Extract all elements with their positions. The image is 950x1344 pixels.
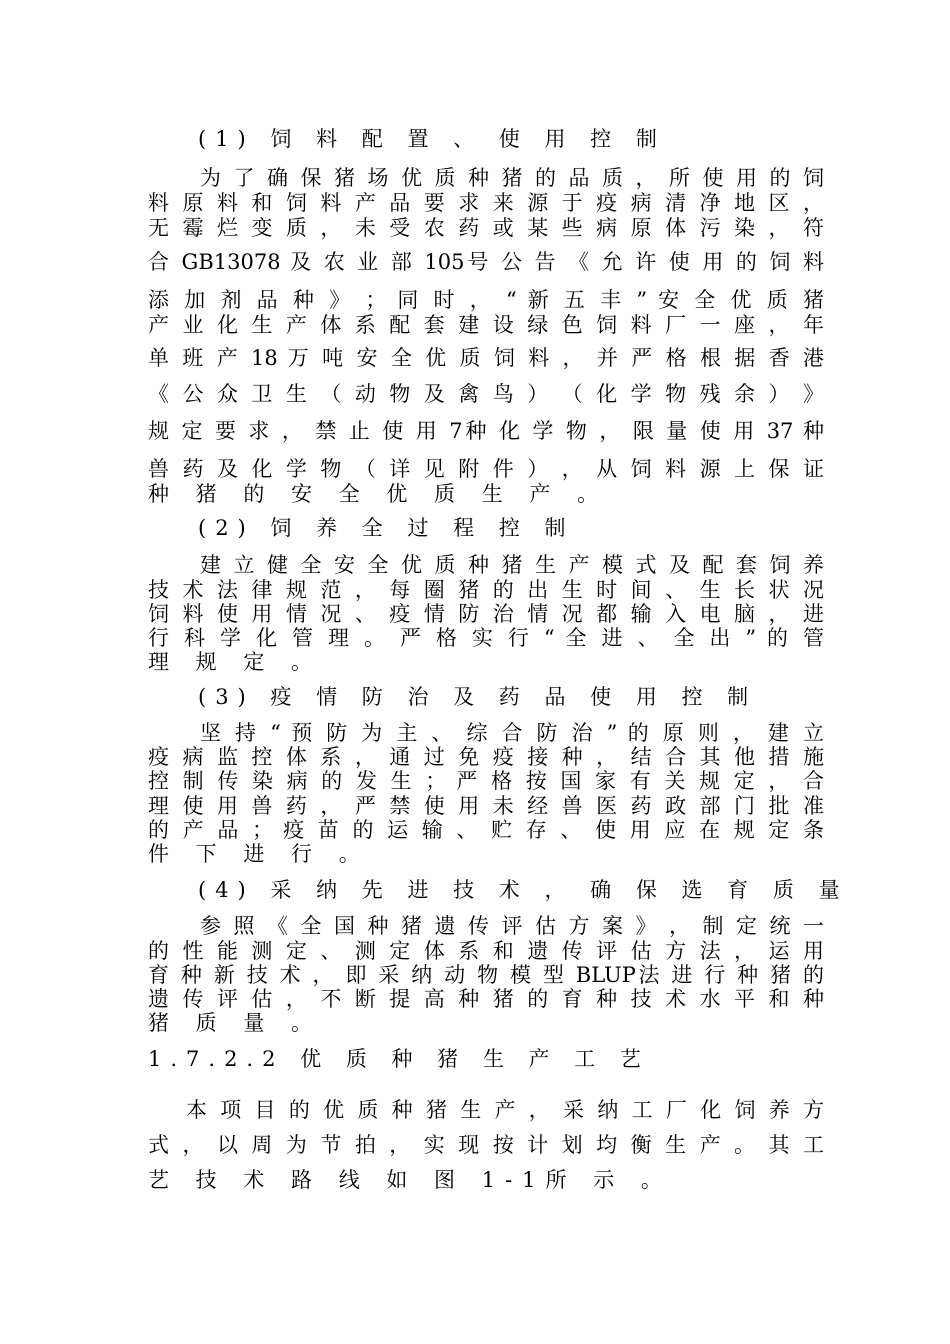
section-heading-4: (4) 采 纳 先 进 技 术 ， 确 保 选 育 质 量 [198,878,849,902]
paragraph-line: 控 制 传 染 病 的 发 生 ； 严 格 按 国 家 有 关 规 定 ， 合 [148,769,824,793]
paragraph-line: 猪 质 量 。 [148,1011,323,1035]
paragraph-line: 参 照 《 全 国 种 猪 遗 传 评 估 方 案 》 ， 制 定 统 一 [200,914,824,938]
paragraph-line: 的 产 品 ； 疫 苗 的 运 输 、 贮 存 、 使 用 应 在 规 定 条 [148,818,824,842]
paragraph-line: 坚 持 “ 预 防 为 主 、 综 合 防 治 ” 的 原 则 ， 建 立 [200,721,824,745]
paragraph-line: 件 下 进 行 。 [148,842,370,866]
paragraph-line: 饲 料 使 用 情 况 、 疫 情 防 治 情 况 都 输 入 电 脑 ， 进 [148,602,824,626]
paragraph-line: 理 使 用 兽 药 ， 严 禁 使 用 未 经 兽 医 药 政 部 门 批 准 [148,794,824,818]
paragraph-line: 规 定 要 求 ， 禁 止 使 用 7种 化 学 物 ， 限 量 使 用 37 种 [148,419,824,443]
paragraph-line: 育 种 新 技 术 ， 即 采 纳 动 物 模 型 BLUP法 进 行 种 猪 的 [148,963,824,987]
paragraph-line: 技 术 法 律 规 范 ， 每 圈 猪 的 出 生 时 间 、 生 长 状 况 [148,578,824,602]
paragraph-line: 单 班 产 18 万 吨 安 全 优 质 饲 料 ， 并 严 格 根 据 香 港 [148,346,824,370]
paragraph-line: 疫 病 监 控 体 系 ， 通 过 免 疫 接 种 ， 结 合 其 他 措 施 [148,745,824,769]
subsection-title: 1.7.2.2 优 质 种 猪 生 产 工 艺 [148,1047,650,1071]
paragraph-line: 添 加 剂 品 种 》 ； 同 时 ， “ 新 五 丰 ” 安 全 优 质 猪 [148,288,824,312]
section-heading-1: (1) 饲 料 配 置 、 使 用 控 制 [198,127,666,151]
paragraph-line: 兽 药 及 化 学 物 （ 详 见 附 件 ） ， 从 饲 料 源 上 保 证 [148,457,824,481]
paragraph-line: 式 ， 以 周 为 节 拍 ， 实 现 按 计 划 均 衡 生 产 。 其 工 [148,1133,824,1157]
section-heading-2: (2) 饲 养 全 过 程 控 制 [198,516,575,540]
paragraph-line: 理 规 定 。 [148,650,323,674]
paragraph-line: 种 猪 的 安 全 优 质 生 产 。 [148,482,609,506]
section-heading-3: (3) 疫 情 防 治 及 药 品 使 用 控 制 [198,685,758,709]
paragraph-line: 建 立 健 全 安 全 优 质 种 猪 生 产 模 式 及 配 套 饲 养 [200,553,824,577]
paragraph-line: 合 GB13078 及 农 业 部 105号 公 告 《 允 许 使 用 的 饲 料 [148,250,824,274]
paragraph-line: 的 性 能 测 定 、 测 定 体 系 和 遗 传 评 估 方 法 ， 运 用 [148,939,824,963]
paragraph-line: 遗 传 评 估 ， 不 断 提 高 种 猪 的 育 种 技 术 水 平 和 种 [148,987,824,1011]
paragraph-line: 产 业 化 生 产 体 系 配 套 建 设 绿 色 饲 料 厂 一 座 ， 年 [148,313,824,337]
paragraph-line: 为 了 确 保 猪 场 优 质 种 猪 的 品 质 ， 所 使 用 的 饲 [200,166,824,190]
paragraph-line: 料 原 料 和 饲 料 产 品 要 求 来 源 于 疫 病 清 净 地 区 ， [148,191,824,215]
paragraph-line: 《 公 众 卫 生 （ 动 物 及 禽 鸟 ） （ 化 学 物 残 余 ） 》 [148,382,824,406]
paragraph-line: 行 科 学 化 管 理 。 严 格 实 行 “ 全 进 、 全 出 ” 的 管 [148,626,824,650]
paragraph-line: 无 霉 烂 变 质 ， 未 受 农 药 或 某 些 病 原 体 污 染 ， 符 [148,216,824,240]
paragraph-line: 艺 技 术 路 线 如 图 1-1所 示 。 [148,1168,672,1192]
paragraph-line: 本 项 目 的 优 质 种 猪 生 产 ， 采 纳 工 厂 化 饲 养 方 [186,1098,824,1122]
